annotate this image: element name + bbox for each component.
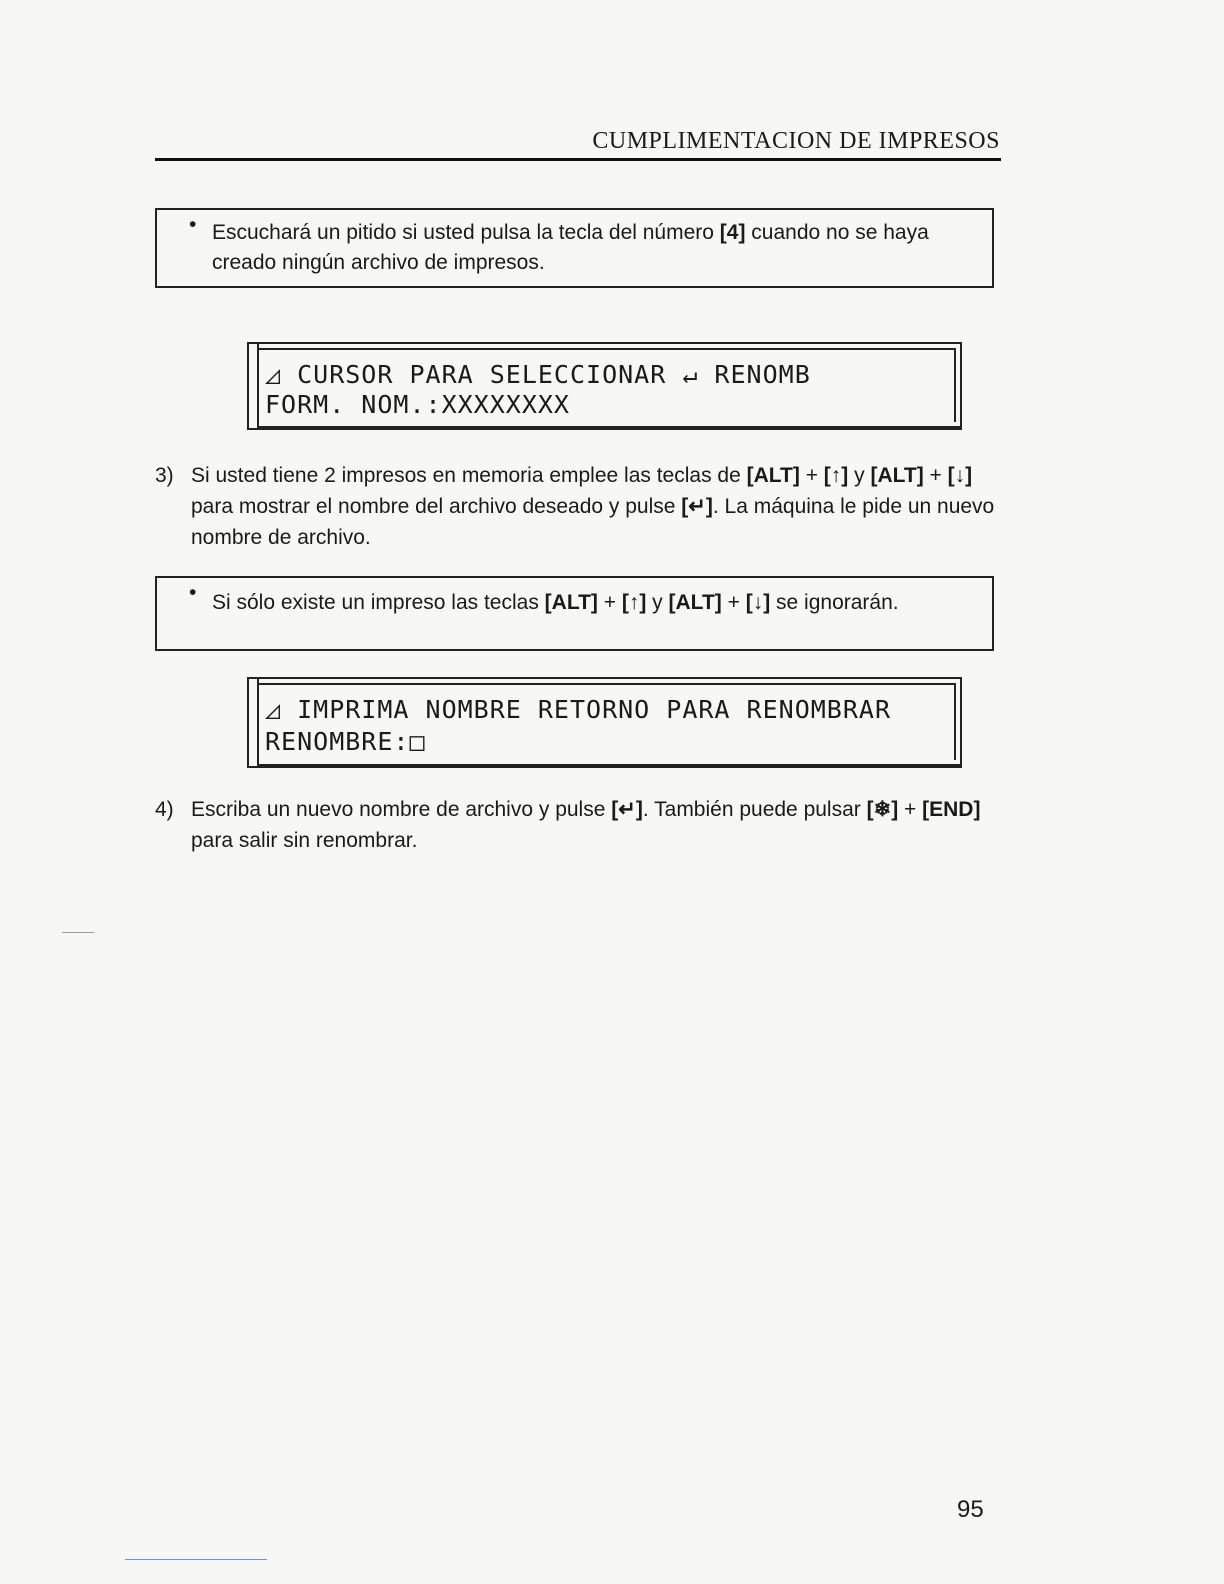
key-label: [ALT] — [870, 464, 924, 487]
lcd-display-select — [247, 342, 962, 430]
note-text — [212, 218, 972, 278]
lcd-frame-inner — [259, 683, 956, 760]
bullet: • — [189, 581, 197, 604]
lcd-frame-inner — [259, 348, 956, 422]
key-label: [↵] — [611, 798, 643, 821]
note-box-single-file — [155, 576, 994, 651]
step-text-part: + — [799, 464, 824, 487]
step-number: 4) — [155, 798, 174, 821]
bullet: • — [189, 213, 197, 236]
key-label: [↵] — [681, 495, 713, 518]
step-text-part: . La máquina le pide un nuevo nombre de archivo. — [191, 495, 995, 549]
key-label: [ALT] — [544, 591, 598, 614]
key-label: [END] — [922, 798, 981, 821]
note-text-part: + — [597, 591, 622, 614]
key-label: [↑] — [621, 591, 647, 614]
step-text-part: Si usted tiene 2 impresos en memoria emplee las teclas de — [191, 464, 747, 487]
lcd-line-1: ◿ CURSOR PARA SELECCIONAR ↵ RENOMB — [265, 360, 811, 389]
lcd-line-2: RENOMBRE:□ — [265, 727, 426, 756]
step-text-part: . También puede pulsar — [642, 798, 867, 821]
step-text-part: para salir sin renombrar. — [191, 829, 418, 852]
note-text-part: cuando no se haya creado ningún archivo de impresos. — [212, 221, 929, 274]
key-label: [ALT] — [668, 591, 722, 614]
lcd-line-2: FORM. NOM.:XXXXXXXX — [265, 390, 570, 419]
lcd-frame — [257, 344, 960, 428]
note-text-part: se ignorarán. — [770, 591, 899, 614]
step-text-part: para mostrar el nombre del archivo deseado y pulse — [191, 495, 682, 518]
page-number: 95 — [957, 1496, 984, 1523]
lcd-line-1: ◿ IMPRIMA NOMBRE RETORNO PARA RENOMBRAR — [265, 695, 891, 724]
step-text — [191, 794, 1000, 856]
key-label: [❄] — [866, 798, 899, 821]
key-label: [↑] — [823, 464, 849, 487]
step-text-part: Escriba un nuevo nombre de archivo y pulse — [191, 798, 612, 821]
note-text-part: + — [721, 591, 746, 614]
step-text-part: + — [923, 464, 948, 487]
step-text-part: + — [898, 798, 923, 821]
key-label: [ALT] — [746, 464, 800, 487]
step-text — [191, 460, 1000, 553]
header-rule — [155, 158, 1001, 161]
note-text-part: Si sólo existe un impreso las teclas — [212, 591, 545, 614]
key-label: [↓] — [745, 591, 771, 614]
step-number: 3) — [155, 464, 174, 487]
key-label: [4] — [719, 221, 746, 244]
bottom-scan-mark — [125, 1559, 267, 1560]
step-text-part: y — [848, 464, 871, 487]
note-box-no-file — [155, 208, 994, 288]
lcd-frame — [257, 679, 960, 766]
step-4 — [155, 794, 1000, 856]
section-header: CUMPLIMENTACION DE IMPRESOS — [592, 128, 1000, 154]
note-text-part: Escuchará un pitido si usted pulsa la tecla del número — [212, 221, 720, 244]
note-text-part: y — [646, 591, 669, 614]
note-text — [212, 588, 972, 618]
step-3 — [155, 460, 1000, 553]
key-label: [↓] — [947, 464, 973, 487]
lcd-display-rename — [247, 677, 962, 768]
margin-mark — [62, 932, 94, 933]
